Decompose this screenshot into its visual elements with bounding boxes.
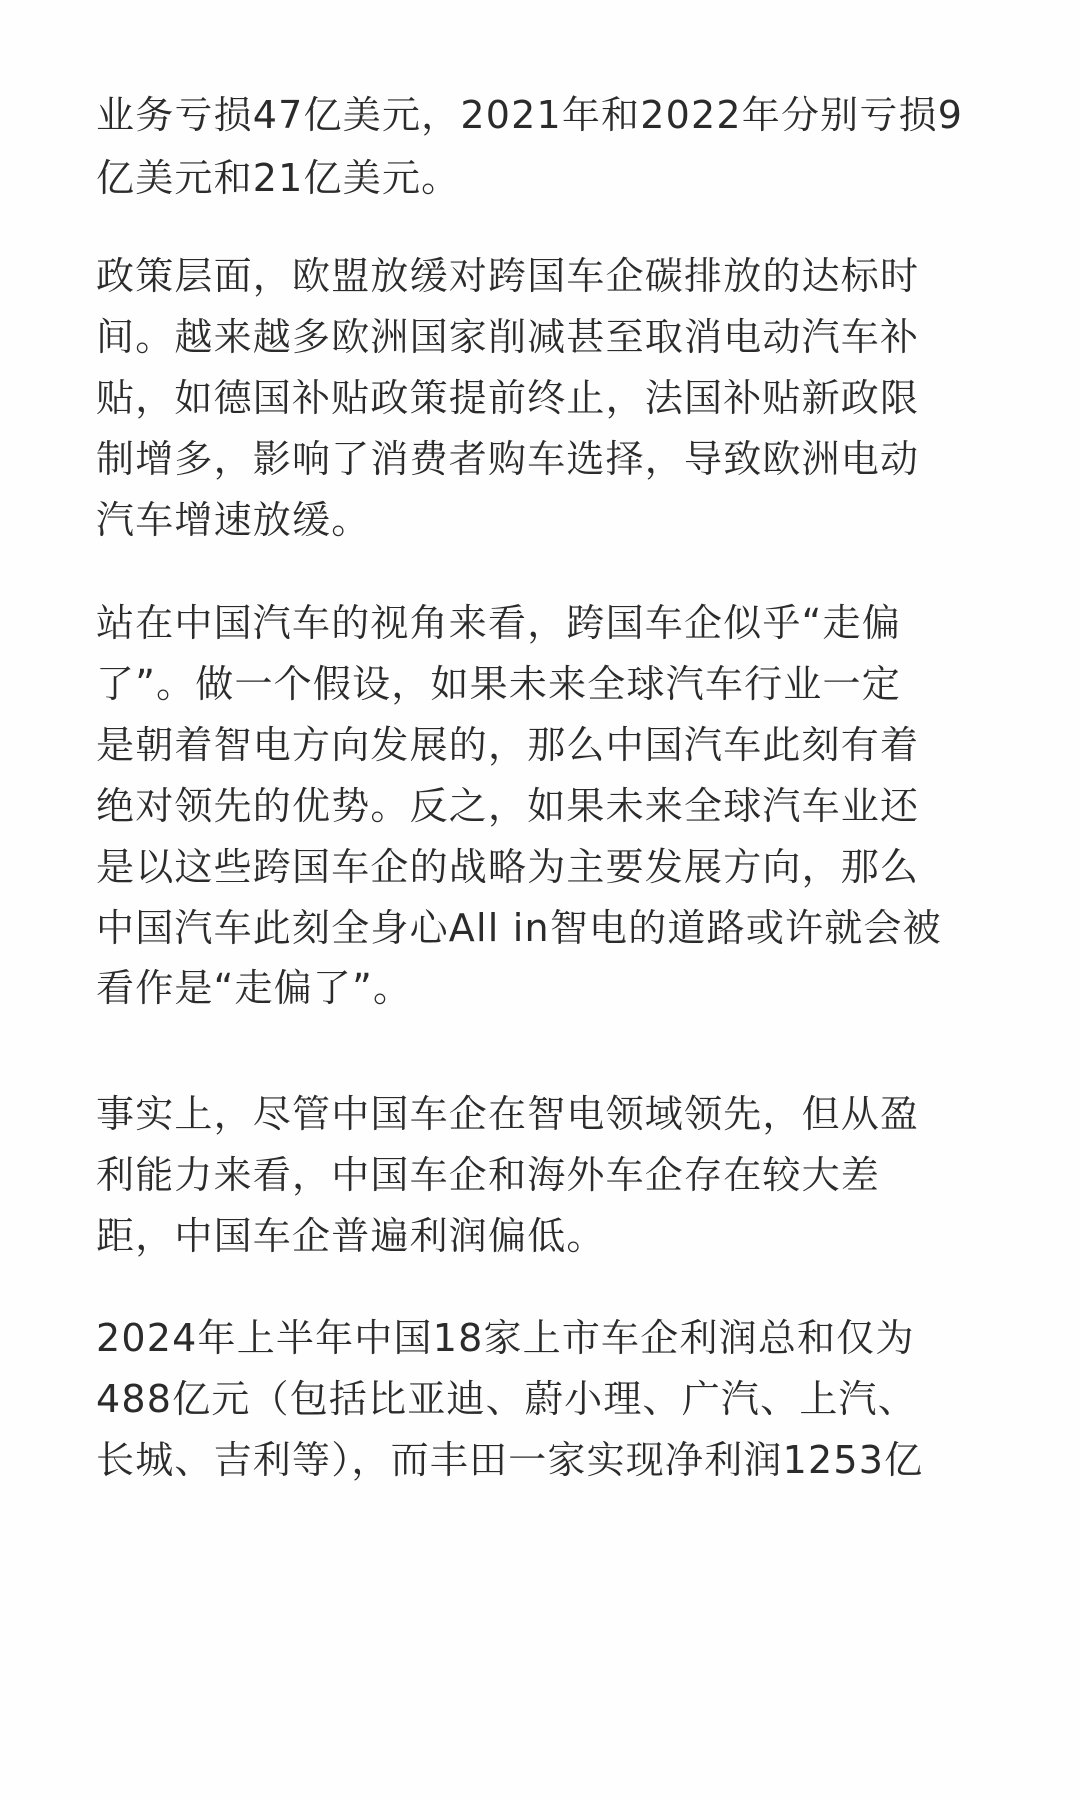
paragraph-3-line-1: 站在中国汽车的视角来看，跨国车企似乎“走偏 [96,601,901,645]
paragraph-2-line-5: 汽车增速放缓。 [96,498,371,542]
paragraph-1-line-2: 亿美元和21亿美元。 [96,156,461,200]
paragraph-5-line-1: 2024年上半年中国18家上市车企利润总和仅为 [96,1316,915,1360]
paragraph-2-line-1: 政策层面，欧盟放缓对跨国车企碳排放的达标时 [96,254,920,298]
paragraph-3-line-2: 了”。做一个假设，如果未来全球汽车行业一定 [96,662,901,706]
paragraph-5-line-2: 488亿元（包括比亚迪、蔚小理、广汽、上汽、 [96,1377,917,1421]
paragraph-5-line-3: 长城、吉利等），而丰田一家实现净利润1253亿 [96,1438,924,1482]
paragraph-2-line-3: 贴，如德国补贴政策提前终止，法国补贴新政限 [96,376,920,420]
paragraph-2-line-4: 制增多，影响了消费者购车选择，导致欧洲电动 [96,437,920,481]
paragraph-4-line-1: 事实上，尽管中国车企在智电领域领先，但从盈 [96,1092,920,1136]
paragraph-3-line-6: 中国汽车此刻全身心All in智电的道路或许就会被 [96,906,942,950]
paragraph-4-line-3: 距，中国车企普遍利润偏低。 [96,1214,606,1258]
paragraph-1-line-1: 业务亏损47亿美元，2021年和2022年分别亏损9 [96,93,964,137]
paragraph-3-line-4: 绝对领先的优势。反之，如果未来全球汽车业还 [96,784,920,828]
paragraph-4-line-2: 利能力来看，中国车企和海外车企存在较大差 [96,1153,881,1197]
paragraph-3-line-5: 是以这些跨国车企的战略为主要发展方向，那么 [96,845,920,889]
paragraph-3-line-7: 看作是“走偏了”。 [96,966,413,1010]
paragraph-3-line-3: 是朝着智电方向发展的，那么中国汽车此刻有着 [96,723,920,767]
paragraph-2-line-2: 间。越来越多欧洲国家削减甚至取消电动汽车补 [96,315,920,359]
